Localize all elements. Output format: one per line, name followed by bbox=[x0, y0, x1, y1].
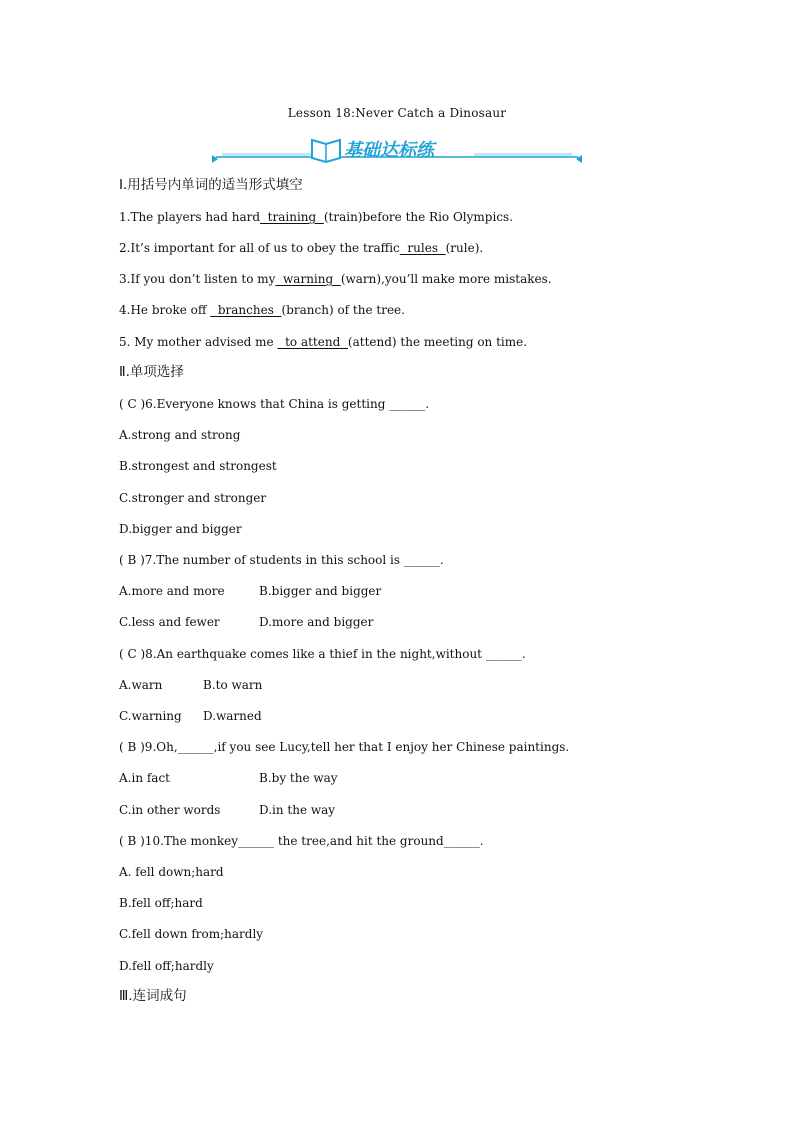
option-a: A.more and more bbox=[119, 584, 225, 598]
answer-blank: branches bbox=[210, 303, 282, 317]
fill-item-3: 3.If you don’t listen to my warning (warn),you’ll make more mistakes. bbox=[119, 272, 552, 286]
option-c: C.stronger and stronger bbox=[119, 491, 267, 505]
question-stem: ( B )7.The number of students in this school is ______. bbox=[119, 553, 444, 567]
question-stem: ( C )8.An earthquake comes like a thief in the night,without ______. bbox=[119, 647, 526, 661]
option-a: A.in fact bbox=[119, 771, 170, 785]
section1-heading: Ⅰ.用括号内单词的适当形式填空 bbox=[119, 177, 303, 193]
question-stem: ( B )9.Oh,______,if you see Lucy,tell her that I enjoy her Chinese paintings. bbox=[119, 740, 570, 754]
option-c: C.fell down from;hardly bbox=[119, 927, 264, 941]
answer-blank: training bbox=[260, 210, 324, 224]
question-stem: ( B )10.The monkey______ the tree,and hit the ground______. bbox=[119, 834, 484, 848]
fill-item-5: 5. My mother advised me to attend (attend) the meeting on time. bbox=[119, 335, 528, 349]
option-d: D.warned bbox=[203, 709, 262, 723]
option-d: D.in the way bbox=[259, 803, 336, 817]
question-stem: ( C )6.Everyone knows that China is getting ______. bbox=[119, 397, 430, 411]
option-b: B.to warn bbox=[203, 678, 263, 692]
banner-text: 基础达标练 bbox=[344, 140, 434, 161]
fill-item-2: 2.It’s important for all of us to obey the traffic rules (rule). bbox=[119, 241, 484, 255]
option-b: B.strongest and strongest bbox=[119, 459, 277, 473]
option-a: A.warn bbox=[119, 678, 163, 692]
book-icon bbox=[312, 140, 340, 162]
option-d: D.bigger and bigger bbox=[119, 522, 242, 536]
option-b: B.by the way bbox=[259, 771, 338, 785]
section-banner bbox=[212, 134, 582, 164]
answer-blank: warning bbox=[275, 272, 341, 286]
option-a: A.strong and strong bbox=[119, 428, 241, 442]
option-c: C.in other words bbox=[119, 803, 221, 817]
option-d: D.more and bigger bbox=[259, 615, 374, 629]
section3-heading: Ⅲ.连词成句 bbox=[119, 988, 187, 1004]
answer-blank: rules bbox=[399, 241, 446, 255]
option-a: A. fell down;hard bbox=[119, 865, 224, 879]
section2-heading: Ⅱ.单项选择 bbox=[119, 364, 184, 380]
option-b: B.bigger and bigger bbox=[259, 584, 382, 598]
option-b: B.fell off;hard bbox=[119, 896, 203, 910]
fill-item-1: 1.The players had hard training (train)before the Rio Olympics. bbox=[119, 210, 514, 224]
option-d: D.fell off;hardly bbox=[119, 959, 214, 973]
option-c: C.warning bbox=[119, 709, 182, 723]
option-c: C.less and fewer bbox=[119, 615, 220, 629]
fill-item-4: 4.He broke off branches (branch) of the tree. bbox=[119, 303, 405, 317]
page-title: Lesson 18:Never Catch a Dinosaur bbox=[287, 106, 507, 120]
answer-blank: to attend bbox=[277, 335, 348, 349]
